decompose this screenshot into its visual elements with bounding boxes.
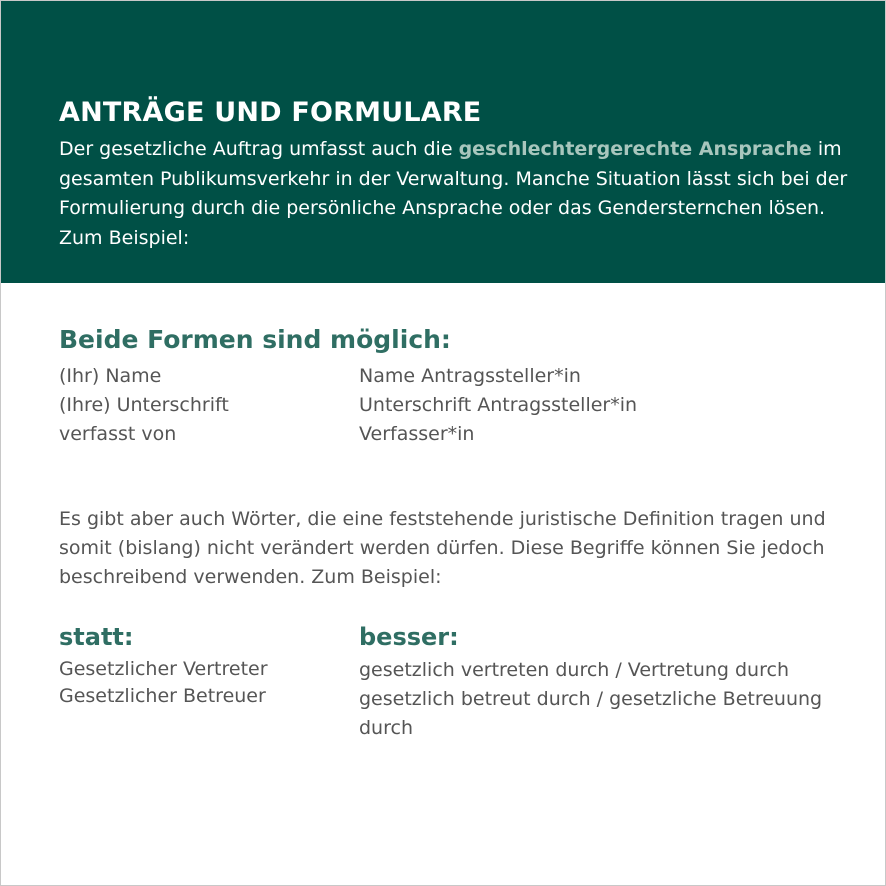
statt-heading: statt: bbox=[59, 623, 134, 651]
intro-after: im gesamten Publikumsverkehr in der Verwaltung. Manche Situation lässt sich bei der Formulierung durch die persönliche Ansprache oder das Gendersternchen lösen. Zum Beispiel: bbox=[59, 138, 848, 249]
intro-text bbox=[59, 135, 849, 253]
page-title: ANTRÄGE UND FORMULARE bbox=[59, 97, 482, 128]
list-item: gesetzlich vertreten durch / Vertretung durch bbox=[359, 659, 789, 681]
list-item: verfasst von bbox=[59, 423, 177, 445]
legal-paragraph: Es gibt aber auch Wörter, die eine feststehende juristische Definition tragen und somit (bislang) nicht verändert werden dürfen. Diese Begriffe können Sie jedoch beschreibend verwenden. Zum Beispiel: bbox=[59, 508, 826, 588]
header-banner bbox=[1, 1, 885, 283]
list-item: (Ihr) Name bbox=[59, 365, 162, 387]
list-item: Name Antragssteller*in bbox=[359, 365, 581, 387]
list-item: gesetzlich betreut durch / gesetzliche Betreuung durch bbox=[359, 688, 823, 739]
intro-highlight: geschlechtergerechte Ansprache bbox=[458, 138, 812, 160]
list-item: (Ihre) Unterschrift bbox=[59, 394, 229, 416]
statt-column bbox=[59, 656, 268, 710]
list-item: Gesetzlicher Betreuer bbox=[59, 685, 266, 707]
list-item: Gesetzlicher Vertreter bbox=[59, 658, 268, 680]
forms-left-column bbox=[59, 362, 229, 449]
forms-right-column bbox=[359, 362, 637, 449]
besser-column bbox=[359, 656, 849, 743]
besser-heading: besser: bbox=[359, 623, 459, 651]
intro-before: Der gesetzliche Auftrag umfasst auch die bbox=[59, 138, 459, 160]
list-item: Verfasser*in bbox=[359, 423, 475, 445]
list-item: Unterschrift Antragssteller*in bbox=[359, 394, 638, 416]
forms-section-title: Beide Formen sind möglich: bbox=[59, 325, 451, 354]
